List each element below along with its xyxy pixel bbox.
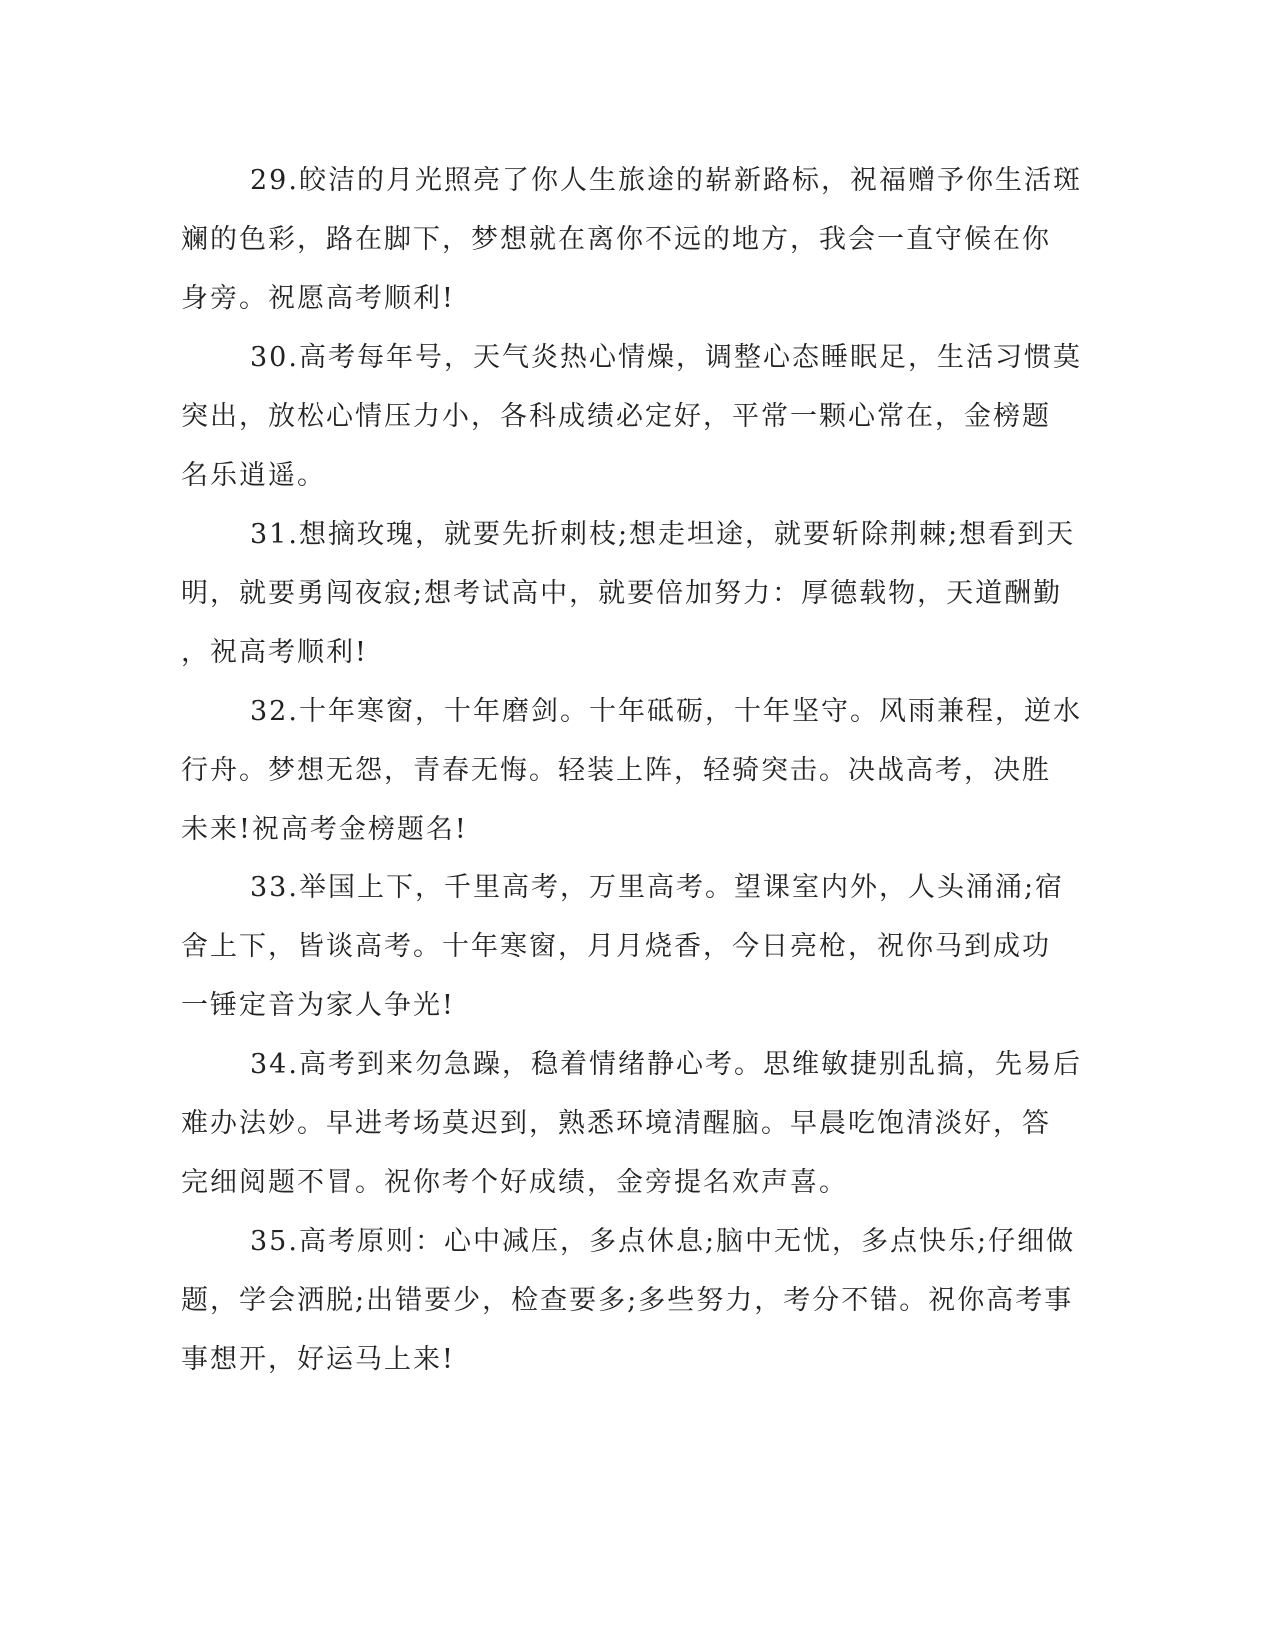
paragraph-33 bbox=[181, 858, 1065, 1035]
text-line: ，祝高考顺利! bbox=[181, 637, 368, 668]
text-line: 34.高考到来勿急躁，稳着情绪静心考。思维敏捷别乱搞，先易后 bbox=[250, 1049, 1082, 1080]
text-line: 身旁。祝愿高考顺利! bbox=[181, 283, 455, 314]
text-line: 一锤定音为家人争光! bbox=[181, 990, 455, 1021]
text-line: 事想开，好运马上来! bbox=[181, 1344, 455, 1375]
text-line: 31.想摘玫瑰，就要先折刺枝;想走坦途，就要斩除荆棘;想看到天 bbox=[250, 519, 1076, 550]
text-line: 33.举国上下，千里高考，万里高考。望课室内外，人头涌涌;宿 bbox=[250, 872, 1065, 903]
paragraph-30 bbox=[181, 328, 1082, 505]
text-line: 29.皎洁的月光照亮了你人生旅途的崭新路标，祝福赠予你生活斑 bbox=[250, 165, 1082, 196]
text-line: 难办法妙。早进考场莫迟到，熟悉环境清醒脑。早晨吃饱清淡好，答 bbox=[181, 1108, 1051, 1139]
text-line: 行舟。梦想无怨，青春无悔。轻装上阵，轻骑突击。决战高考，决胜 bbox=[181, 755, 1051, 786]
text-line: 32.十年寒窗，十年磨剑。十年砥砺，十年坚守。风雨兼程，逆水 bbox=[250, 696, 1082, 727]
paragraph-32 bbox=[181, 682, 1082, 859]
text-line: 完细阅题不冒。祝你考个好成绩，金旁提名欢声喜。 bbox=[181, 1167, 848, 1198]
text-line: 突出，放松心情压力小，各科成绩必定好，平常一颗心常在，金榜题 bbox=[181, 401, 1051, 432]
paragraph-29 bbox=[181, 151, 1082, 328]
text-line: 舍上下，皆谈高考。十年寒窗，月月烧香，今日亮枪，祝你马到成功 bbox=[181, 931, 1051, 962]
text-line: 未来!祝高考金榜题名! bbox=[181, 814, 468, 845]
text-line: 35.高考原则：心中减压，多点休息;脑中无忧，多点快乐;仔细做 bbox=[250, 1226, 1076, 1257]
paragraph-34 bbox=[181, 1035, 1082, 1212]
text-line: 30.高考每年号，天气炎热心情燥，调整心态睡眠足，生活习惯莫 bbox=[250, 342, 1082, 373]
text-line: 斓的色彩，路在脚下，梦想就在离你不远的地方，我会一直守候在你 bbox=[181, 224, 1051, 255]
paragraph-31 bbox=[181, 505, 1076, 682]
text-line: 名乐逍遥。 bbox=[181, 460, 326, 491]
text-line: 明，就要勇闯夜寂;想考试高中，就要倍加努力：厚德载物，天道酬勤 bbox=[181, 578, 1063, 609]
text-line: 题，学会洒脱;出错要少，检查要多;多些努力，考分不错。祝你高考事 bbox=[181, 1285, 1074, 1316]
paragraph-35 bbox=[181, 1212, 1076, 1389]
